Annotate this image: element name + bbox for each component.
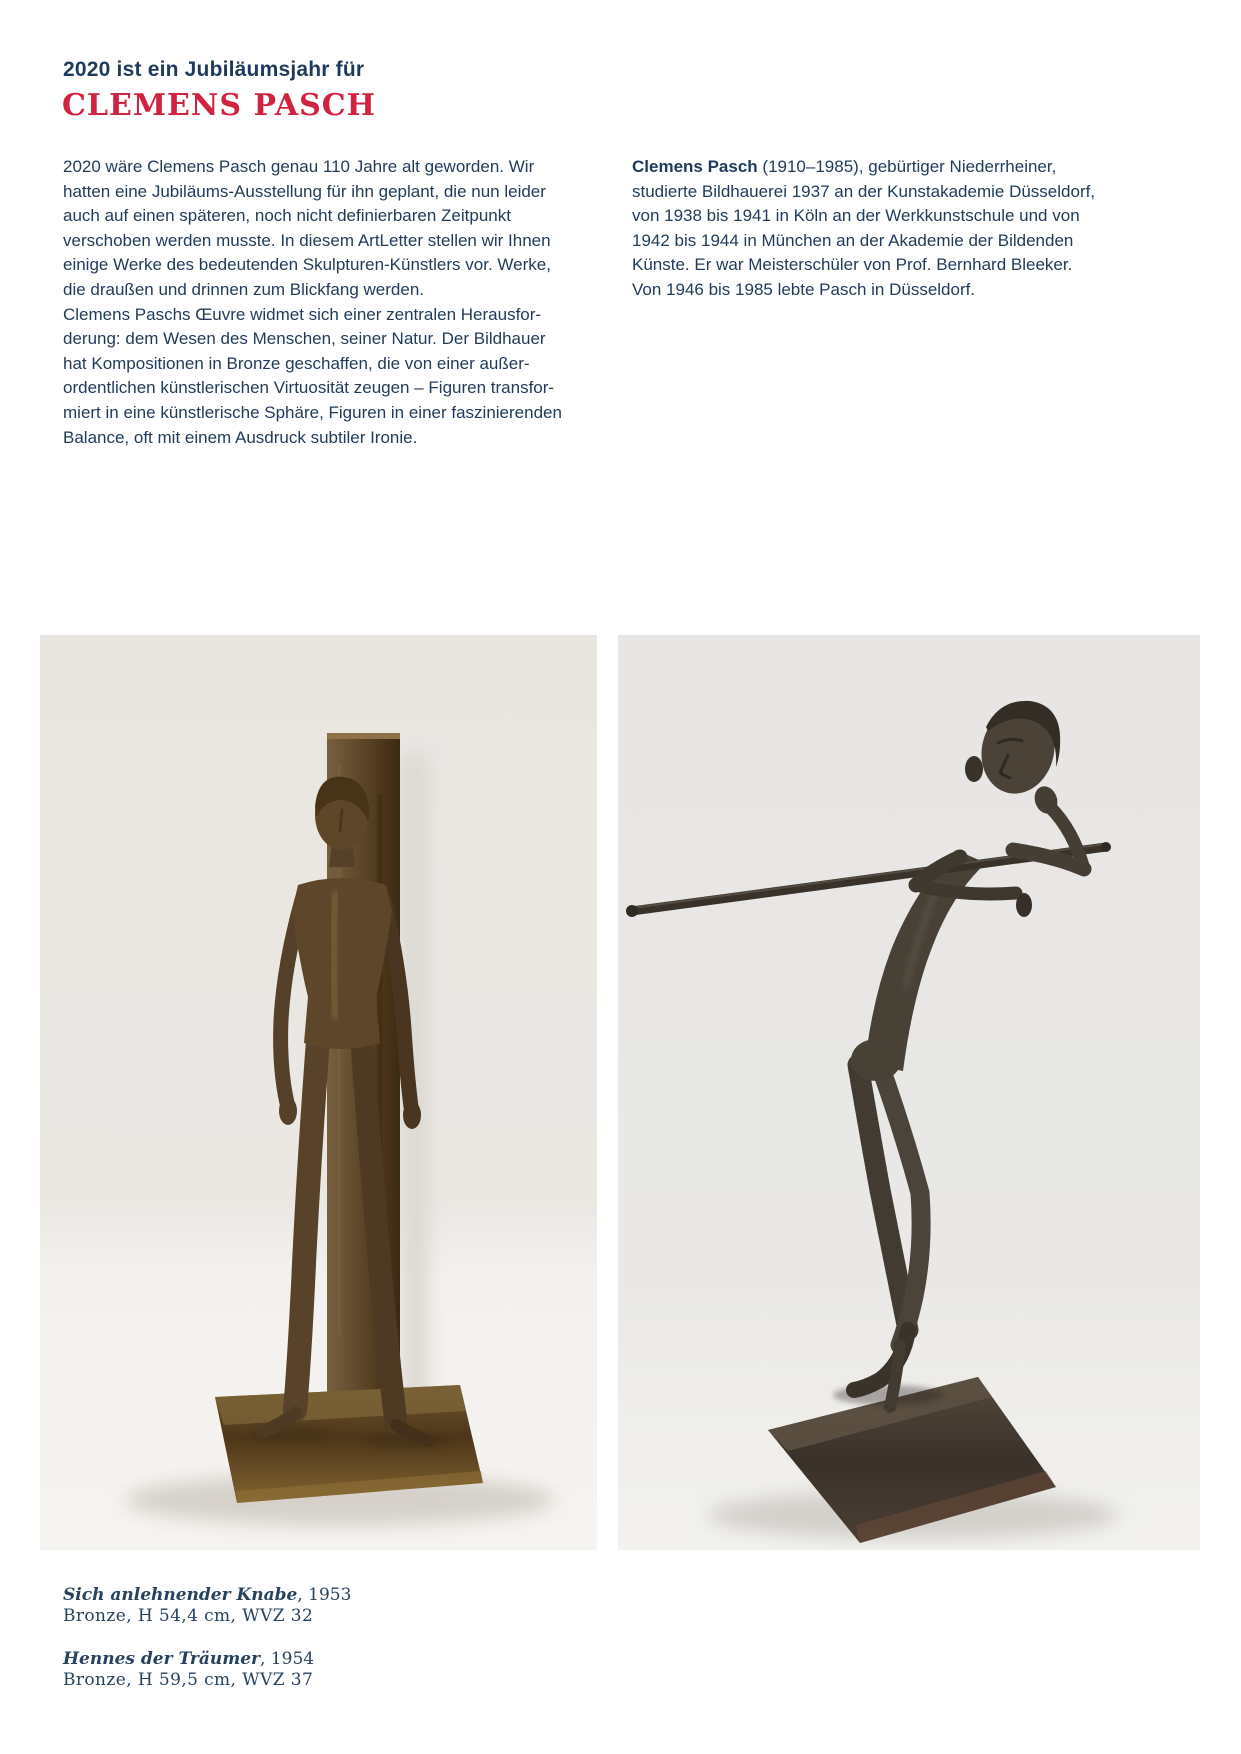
bio-lead-line (632, 155, 1137, 180)
bio-paragraph (632, 155, 1137, 303)
artwork-photo-hennes-der-traeumer (618, 635, 1200, 1550)
text-line: derung: dem Wesen des Menschen, seiner Natur. Der Bildhauer (63, 329, 546, 349)
text-line: Künste. Er war Meisterschüler von Prof. Bernhard Bleeker. (632, 255, 1073, 275)
caption-title-line (63, 1649, 351, 1670)
artwork-photo-sich-anlehnender-knabe (40, 635, 597, 1550)
text-line: einige Werke des bedeutenden Skulpturen-Künstlers vor. Werke, (63, 255, 551, 275)
bio-lead-rest: (1910–1985), gebürtiger Niederrheiner, (757, 157, 1057, 176)
text-line: von 1938 bis 1941 in Köln an der Werkkunstschule und von (632, 206, 1080, 226)
caption-year: , 1954 (260, 1649, 315, 1669)
text-line: hatten eine Jubiläums-Ausstellung für ihn geplant, die nun leider (63, 181, 546, 201)
text-line: 2020 wäre Clemens Pasch genau 110 Jahre alt geworden. Wir (63, 157, 535, 176)
text-line: ordentlichen künstlerischen Virtuosität zeugen – Figuren transfor- (63, 378, 555, 398)
bio-lines (632, 180, 1137, 303)
sculpture-illustration-dreamer (618, 635, 1200, 1550)
caption-year: , 1953 (297, 1585, 352, 1605)
intro-paragraph (63, 155, 568, 450)
caption-title-line (63, 1585, 351, 1606)
captions (63, 1585, 351, 1691)
text-line: miert in eine künstlerische Sphäre, Figuren in einer faszinierenden (63, 402, 562, 422)
text-line: Clemens Paschs Œuvre widmet sich einer zentralen Herausfor- (63, 304, 542, 324)
caption-details: Bronze, H 54,4 cm, WVZ 32 (63, 1606, 314, 1626)
sculpture-illustration-leaning-boy (40, 635, 597, 1550)
text-line: Balance, oft mit einem Ausdruck subtiler Ironie. (63, 427, 418, 447)
caption-hennes-der-traeumer (63, 1649, 351, 1691)
text-line: auch auf einen späteren, noch nicht definierbaren Zeitpunkt (63, 206, 511, 226)
text-line: 1942 bis 1944 in München an der Akademie der Bildenden (632, 230, 1074, 250)
bio-artist-name: Clemens Pasch (632, 157, 758, 176)
text-line: verschoben werden musste. In diesem ArtLetter stellen wir Ihnen (63, 230, 551, 250)
text-line: Von 1946 bis 1985 lebte Pasch in Düsseldorf. (632, 279, 976, 299)
caption-sich-anlehnender-knabe (63, 1585, 351, 1627)
caption-title: Hennes der Träumer (63, 1649, 260, 1669)
page-kicker: 2020 ist ein Jubiläumsjahr für (63, 58, 365, 81)
caption-details: Bronze, H 59,5 cm, WVZ 37 (63, 1670, 314, 1690)
bronze-base-plate (215, 1385, 483, 1503)
page-title: CLEMENS PASCH (62, 88, 376, 123)
text-line: studierte Bildhauerei 1937 an der Kunstakademie Düsseldorf, (632, 181, 1096, 201)
text-line: die draußen und drinnen zum Blickfang werden. (63, 279, 424, 299)
text-line: hat Kompositionen in Bronze geschaffen, die von einer außer- (63, 353, 530, 373)
caption-title: Sich anlehnender Knabe (63, 1585, 298, 1605)
